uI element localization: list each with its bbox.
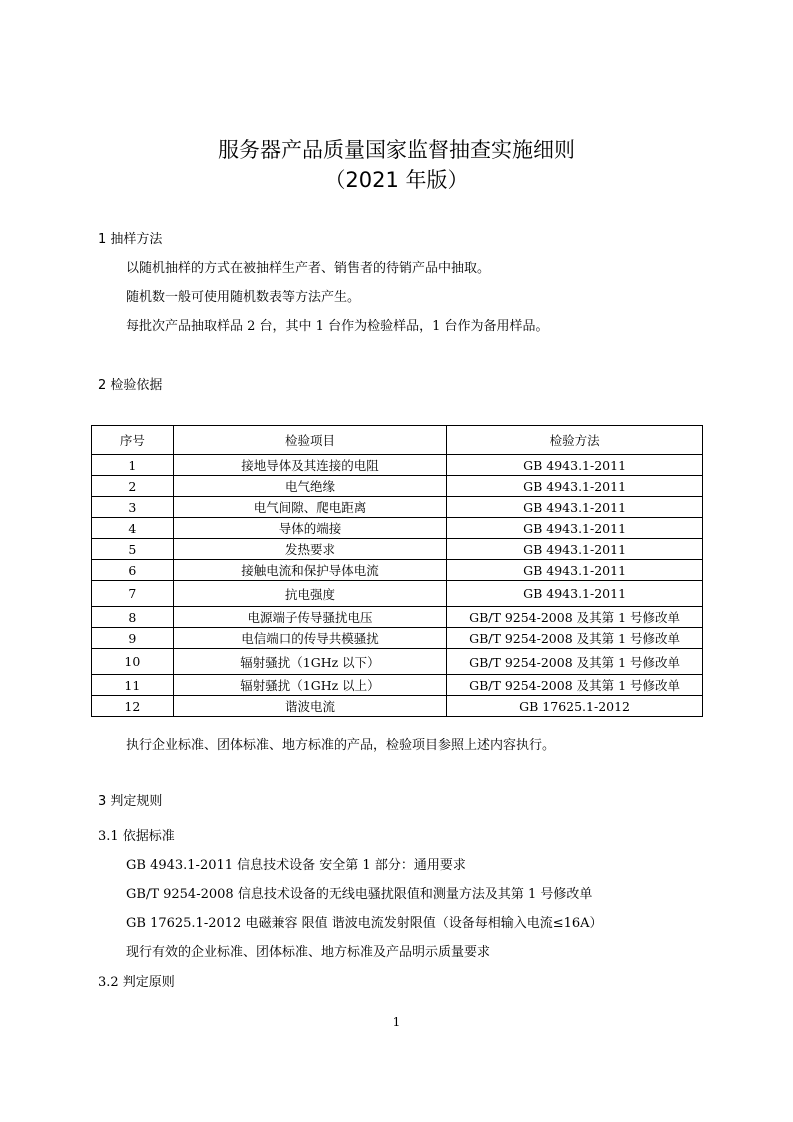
table-row (92, 497, 703, 518)
table-row (92, 560, 703, 581)
header-method: 检验方法 (447, 426, 703, 455)
section1-paragraph-3: 每批次产品抽取样品 2 台，其中 1 台作为检验样品，1 台作为备用样品。 (126, 319, 549, 334)
section2-note: 执行企业标准、团体标准、地方标准的产品，检验项目参照上述内容执行。 (126, 738, 556, 753)
inspection-table (91, 425, 703, 717)
page-number: 1 (392, 1015, 401, 1029)
cell-seq: 2 (92, 476, 174, 497)
cell-item: 抗电强度 (173, 581, 446, 607)
section3-2-heading: 3.2 判定原则 (98, 975, 175, 990)
cell-item: 谐波电流 (173, 696, 446, 717)
cell-method: GB 4943.1-2011 (447, 518, 703, 539)
table-row (92, 476, 703, 497)
cell-method: GB 4943.1-2011 (447, 560, 703, 581)
cell-item: 电气间隙、爬电距离 (173, 497, 446, 518)
cell-seq: 1 (92, 455, 174, 476)
cell-item: 发热要求 (173, 539, 446, 560)
cell-seq: 9 (92, 628, 174, 649)
cell-method: GB 4943.1-2011 (447, 476, 703, 497)
standard-item-4: 现行有效的企业标准、团体标准、地方标准及产品明示质量要求 (126, 945, 491, 960)
table-row (92, 455, 703, 476)
cell-method: GB/T 9254-2008 及其第 1 号修改单 (447, 607, 703, 628)
cell-method: GB/T 9254-2008 及其第 1 号修改单 (447, 649, 703, 675)
section1-paragraph-1: 以随机抽样的方式在被抽样生产者、销售者的待销产品中抽取。 (126, 261, 491, 276)
cell-item: 接触电流和保护导体电流 (173, 560, 446, 581)
table-header-row (92, 426, 703, 455)
section3-1-heading: 3.1 依据标准 (98, 829, 175, 844)
table-row (92, 628, 703, 649)
cell-method: GB 4943.1-2011 (447, 497, 703, 518)
cell-item: 电信端口的传导共模骚扰 (173, 628, 446, 649)
table-row (92, 675, 703, 696)
cell-seq: 4 (92, 518, 174, 539)
cell-method: GB 4943.1-2011 (447, 581, 703, 607)
cell-seq: 10 (92, 649, 174, 675)
cell-item: 辐射骚扰（1GHz 以上） (173, 675, 446, 696)
cell-seq: 3 (92, 497, 174, 518)
section1-paragraph-2: 随机数一般可使用随机数表等方法产生。 (126, 290, 361, 305)
cell-seq: 6 (92, 560, 174, 581)
standard-item-2: GB/T 9254-2008 信息技术设备的无线电骚扰限值和测量方法及其第 1 号修改单 (126, 887, 593, 902)
section2-heading: 2 检验依据 (98, 378, 163, 393)
cell-method: GB 4943.1-2011 (447, 539, 703, 560)
table-row (92, 649, 703, 675)
cell-item: 电源端子传导骚扰电压 (173, 607, 446, 628)
cell-item: 电气绝缘 (173, 476, 446, 497)
cell-method: GB/T 9254-2008 及其第 1 号修改单 (447, 628, 703, 649)
section1-heading: 1 抽样方法 (98, 232, 163, 247)
cell-seq: 12 (92, 696, 174, 717)
cell-method: GB/T 9254-2008 及其第 1 号修改单 (447, 675, 703, 696)
document-year: （2021 年版） (324, 168, 469, 192)
document-title: 服务器产品质量国家监督抽查实施细则 (218, 138, 575, 162)
table-row (92, 581, 703, 607)
header-seq: 序号 (92, 426, 174, 455)
cell-method: GB 17625.1-2012 (447, 696, 703, 717)
standard-item-1: GB 4943.1-2011 信息技术设备 安全第 1 部分：通用要求 (126, 858, 466, 873)
table-row (92, 607, 703, 628)
cell-seq: 11 (92, 675, 174, 696)
cell-method: GB 4943.1-2011 (447, 455, 703, 476)
cell-item: 辐射骚扰（1GHz 以下） (173, 649, 446, 675)
table-row (92, 696, 703, 717)
cell-seq: 5 (92, 539, 174, 560)
cell-item: 接地导体及其连接的电阻 (173, 455, 446, 476)
cell-seq: 7 (92, 581, 174, 607)
section3-heading: 3 判定规则 (98, 794, 163, 809)
standard-item-3: GB 17625.1-2012 电磁兼容 限值 谐波电流发射限值（设备每相输入电流≤16A） (126, 916, 603, 931)
cell-item: 导体的端接 (173, 518, 446, 539)
header-item: 检验项目 (173, 426, 446, 455)
table-row (92, 539, 703, 560)
cell-seq: 8 (92, 607, 174, 628)
table-row (92, 518, 703, 539)
